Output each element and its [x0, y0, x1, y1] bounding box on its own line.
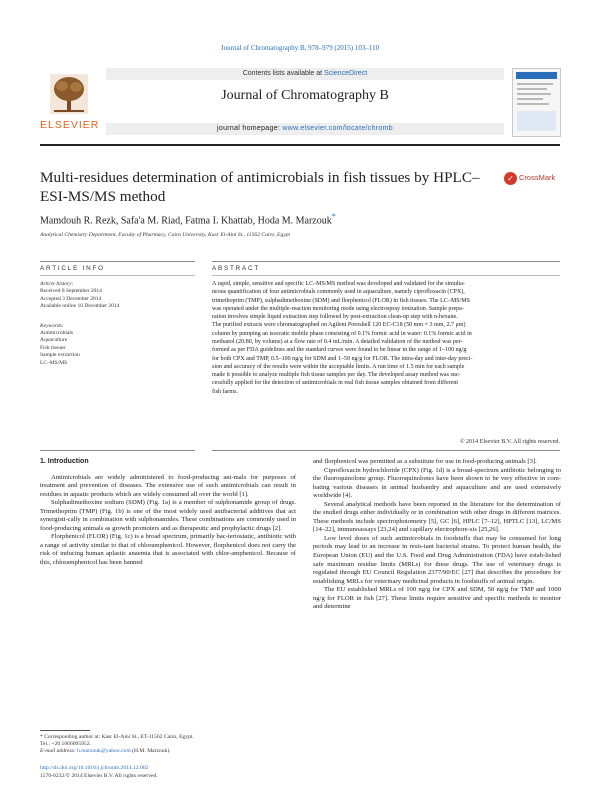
- running-head: Journal of Chromatography B, 978–979 (2015) 103–110: [220, 44, 380, 52]
- abstract-line: column by pumping an isocratic mobile phase consisting of 0.1% formic acid in water: 0.1% formic acid in: [212, 330, 472, 337]
- keyword: LC–MS/MS: [40, 359, 68, 366]
- abstract-sub-rule: [212, 275, 560, 276]
- body-left-column: [40, 458, 296, 568]
- elsevier-tree-icon: [50, 74, 88, 114]
- section-heading-introduction: 1. Introduction: [40, 458, 89, 465]
- article-info-top-rule: [40, 261, 195, 262]
- doi-link[interactable]: http://dx.doi.org/10.1016/j.jchromb.2014.12.002: [40, 765, 149, 771]
- abstract-line: sion and accuracy of the results were within the acceptable limits. A run time of 1.5 min for each sample: [212, 363, 465, 370]
- email-label: E-mail address:: [40, 748, 78, 755]
- abstract-top-rule: [212, 261, 560, 262]
- abstract-line: for both CPX and TMP, 0.5–100 ng/g for SDM and 1–50 ng/g for FLOR. The intra-day and inter-day preci-: [212, 355, 473, 362]
- body-paragraph: Ciprofloxacin hydrochloride (CPX) (Fig. 1d) is a broad-spectrum antibiotic belonging to the fluoroquinolone group. Fluoroquinolones have been shown to be very effective in com-bating various diseases in animal husbandry and aquaculture and are used extensively worldwide [4].: [313, 466, 561, 500]
- article-info-sub-rule: [40, 275, 195, 276]
- abstract-bottom-rule: [212, 450, 560, 451]
- crossmark-icon: ✓: [504, 172, 517, 185]
- abstract-line: made it possible to analyze multiple fish tissue samples per day. The developed assay method was suc-: [212, 372, 461, 379]
- footnote: [40, 734, 296, 756]
- contents-bar: [106, 68, 504, 80]
- crossmark-badge[interactable]: [504, 172, 564, 186]
- email-link[interactable]: h.marzouk@yahoo.com: [77, 748, 131, 755]
- article-title: Multi-residues determination of antimicrobials in fish tissues by HPLC–ESI-MS/MS method: [40, 169, 480, 205]
- history-label: Article history:: [40, 281, 74, 287]
- body-paragraph: Several analytical methods have been reported in the literature for the determination of the studied drugs either individually or in combination with other drugs in different matrices. These methods include spectrophotometry [5], GC [6], HPLC [7–12], HPTLC [13], LC/MS [14–22], immunoassays [23,24] and capillary electrophore-sis [25,26].: [313, 500, 561, 534]
- elsevier-wordmark: ELSEVIER: [40, 119, 100, 131]
- keywords-label: Keywords:: [40, 322, 64, 329]
- journal-homepage: [106, 123, 504, 135]
- journal-title: Journal of Chromatography B: [221, 88, 389, 103]
- abstract-line: A rapid, simple, sensitive and specific LC–MS/MS method was developed and validated for the simulta-: [212, 281, 465, 287]
- issn-line: 1570-0232/© 2014 Elsevier B.V. All rights reserved.: [40, 772, 158, 779]
- keyword: Fish tissues: [40, 344, 66, 351]
- footnote-rule: [40, 730, 90, 731]
- abstract-line: was operated under the multiple-reaction monitoring mode using electrospray ionization. Sample prepa-: [212, 305, 464, 312]
- keyword: Antimicrobials: [40, 330, 73, 337]
- keyword: Aquaculture: [40, 337, 68, 344]
- article-info-heading: ARTICLE INFO: [40, 265, 105, 272]
- email-line: [40, 748, 296, 755]
- article-info-bottom-rule: [40, 450, 195, 451]
- abstract-heading: ABSTRACT: [212, 265, 260, 272]
- body-paragraph: The EU established MRLs of 100 ng/g for CPX and SDM, 50 ng/g for TMP and 1000 ng/g for FLOR in fish [27]. These limits require sensitive and specific methods to monitor and determine: [313, 586, 561, 611]
- page-footer: [40, 765, 296, 780]
- crossmark-label: CrossMark: [519, 173, 556, 182]
- abstract-copyright: © 2014 Elsevier B.V. All rights reserved.: [459, 439, 560, 445]
- corresponding-author-marker[interactable]: *: [331, 212, 336, 221]
- header-rule: [40, 144, 560, 146]
- abstract-line: trimethoprim (TMP), sulphadimethoxine (SDM) and florphenicol (FLOR) in fish tissues. The LC–MS/MS: [212, 297, 471, 304]
- body-paragraph: Low level doses of such antimicrobials in foodstuffs that may be consumed for long periods may lead to an increase in resis-tant bacterial strains. To protect human health, the European Union (EU) and the U.S. Food and Drug Administration (FDA) have estab-lished safe maximum residue limits (MRLs) for these drugs. The use of veterinary drugs is regulated through EU Council Regulation 2377/90/EC [27] that describes the procedure for establishing MRLs for veterinary medicinal products in foodstuffs of animal origin.: [313, 534, 561, 585]
- abstract-line: methanol (20:80, by volume) at a flow rate of 0.4 mL/min. A detailed validation of the method was per-: [212, 338, 463, 345]
- keyword: Sample extraction: [40, 352, 80, 359]
- body-paragraph: Sulphadimethoxine sodium (SDM) (Fig. 1a) is a member of sulphonamide group of drugs. Trimethoprim (TMP) (Fig. 1b) is one of the most widely used antibacterial additives that act synergisti-cally in combination with sulphonamides. These combinations are commonly used in food-producing animals as growth promoters and as therapeutic and prophylactic drugs [2].: [40, 499, 296, 532]
- sciencedirect-link[interactable]: ScienceDirect: [324, 70, 368, 77]
- abstract-line: neous quantification of four antimicrobials commonly used in aquaculture, namely ciprofloxacin (CPX),: [212, 289, 465, 296]
- history-received: Received 8 September 2014: [40, 288, 102, 295]
- abstract-line: fish farms.: [212, 388, 238, 395]
- history-online: Available online 10 December 2014: [40, 303, 120, 310]
- abstract-body: [212, 280, 560, 396]
- authors-text: Mamdouh R. Rezk, Safa'a M. Riad, Fatma I. Khattab, Hoda M. Marzouk: [40, 215, 332, 227]
- abstract-line: formed as per FDA guidelines and the standard curves were found to be linear in the range of 1–100 ng/g: [212, 347, 467, 354]
- contents-prefix: Contents lists available at: [242, 70, 325, 77]
- history-accepted: Accepted 3 December 2014: [40, 295, 102, 302]
- abstract-line: cessfully applied for the detection of antimicrobials in real fish tissue samples obtained from different: [212, 380, 459, 387]
- homepage-link[interactable]: www.elsevier.com/locate/chromb: [282, 125, 393, 132]
- journal-cover-thumbnail: [512, 68, 561, 137]
- body-paragraph: Antimicrobials are widely administered to food-producing ani-mals for purposes of treatment and prevention of diseases. The extensive use of such antimicrobials can result in residues in aquatic products which are widely consumed all over the world [1].: [40, 473, 296, 498]
- publisher-logo: [40, 70, 98, 144]
- affiliation: Analytical Chemistry Department, Faculty of Pharmacy, Cairo University, Kasr El-Aini St., 11562 Cairo, Egypt: [40, 232, 291, 238]
- telephone: Tel.: +20 1066095952.: [40, 741, 91, 748]
- abstract-line: The purified extracts were chromatographed on Agilent Poroshell 120 EC-C18 (50 mm × 3 mm, 2.7 μm): [212, 322, 466, 329]
- corresponding-author-note: * Corresponding author at: Kasr El-Aini St., ET-11562 Cairo, Egypt.: [40, 734, 194, 740]
- body-paragraph: Florphenicol (FLOR) (Fig. 1c) is a broad spectrum, primarily bac-teriostatic, antibiotic with a range of activity similar to that of chloramphenicol. However, florphenicol does not carry the risk of inducing human aplastic anaemia that is associated with chlor-amphenicol. Because of this, chloramphenicol has been banned: [40, 533, 296, 567]
- author-list: [40, 212, 540, 226]
- email-suffix: (H.M. Marzouk).: [130, 748, 171, 755]
- body-paragraph: and florphenicol was permitted as a substitute for use in food-producing animals [3].: [313, 458, 537, 465]
- homepage-label: journal homepage:: [217, 125, 283, 132]
- article-info: [40, 281, 195, 367]
- abstract-line: ration involves simple liquid extraction step followed by post-extraction clean-up step with n-hexane.: [212, 314, 458, 321]
- body-right-column: [313, 458, 561, 612]
